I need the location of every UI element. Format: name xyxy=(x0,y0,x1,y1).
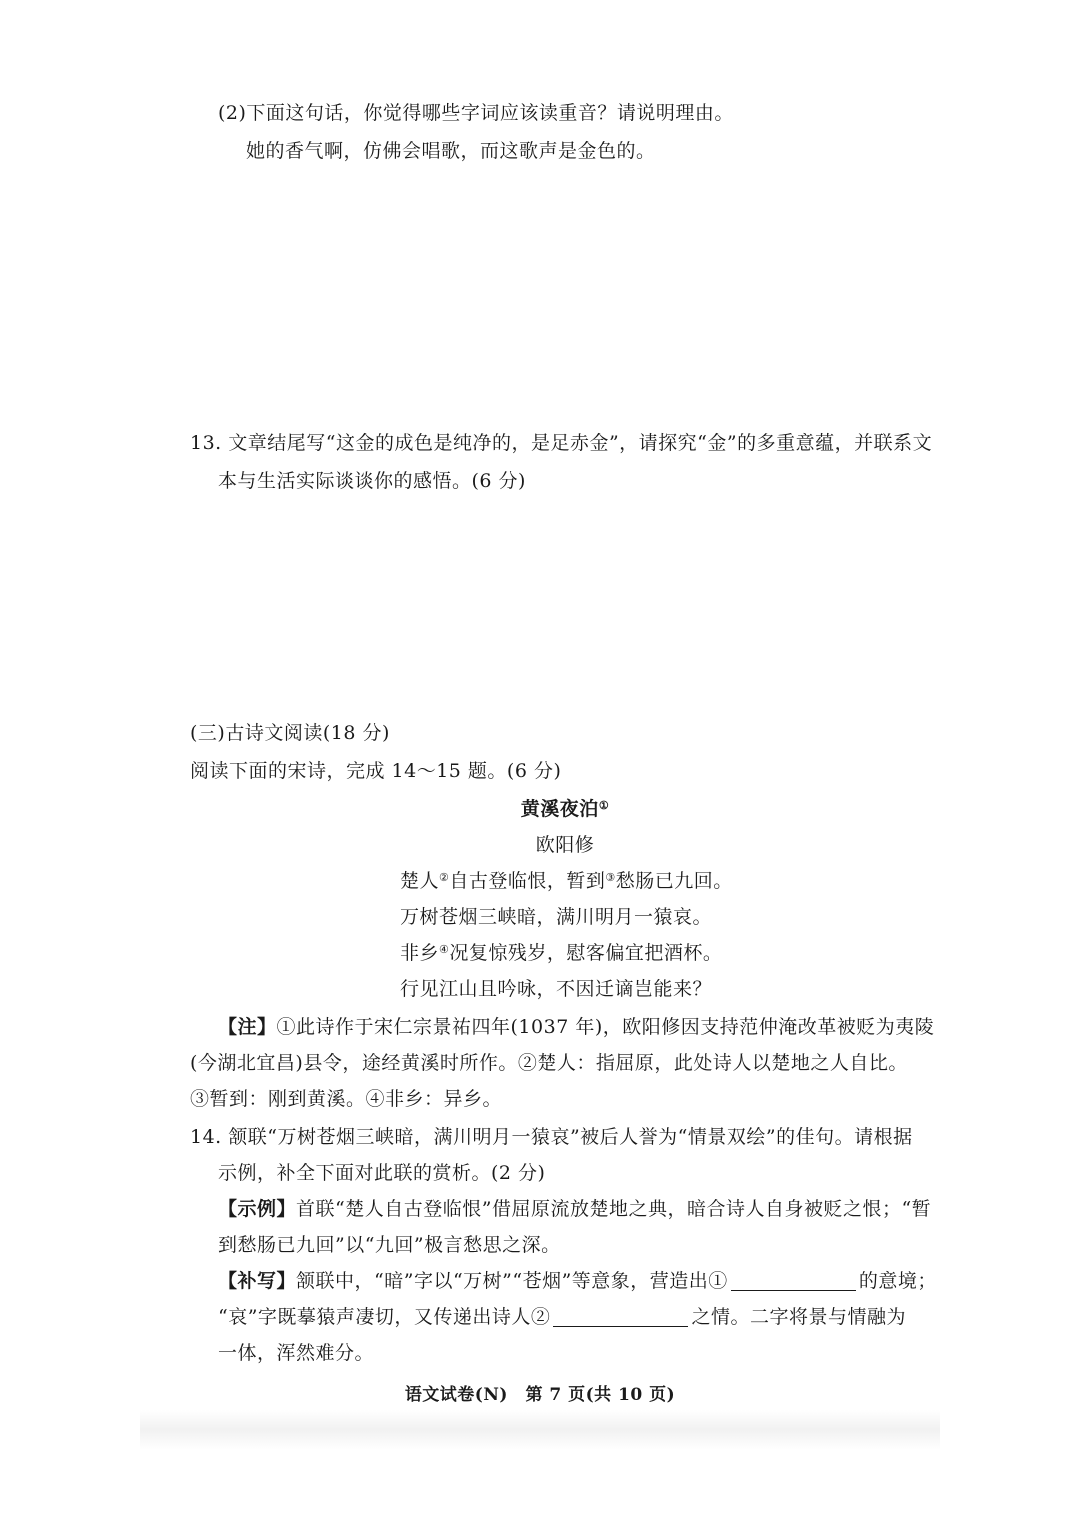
notes-line-2: (今湖北宜昌)县令，途经黄溪时所作。②楚人：指屈原，此处诗人以楚地之人自比。 xyxy=(190,1052,908,1074)
poem-author: 欧阳修 xyxy=(535,834,595,856)
q14-supplement-line3: 一体，浑然难分。 xyxy=(218,1342,375,1364)
notes-line-3: ③暂到：刚到黄溪。④非乡：异乡。 xyxy=(190,1088,503,1110)
poem-line-1-part-c: 愁肠已九回。 xyxy=(615,870,733,892)
supplement-text-b: 的意境； xyxy=(858,1270,937,1292)
q14-line1: 14. 颔联“万树苍烟三峡暗，满川明月一猿哀”被后人誉为“情景双绘”的佳句。请根据 xyxy=(190,1126,913,1148)
poem-line-3 xyxy=(400,940,722,966)
section3-heading: (三)古诗文阅读(18 分) xyxy=(190,722,390,744)
q13-line1: 13. 文章结尾写“这金的成色是纯净的，是足赤金”，请探究“金”的多重意蕴，并联系文 xyxy=(190,432,933,454)
supplement-text-d: 之情。二字将景与情融为 xyxy=(691,1306,906,1328)
notes-line-1 xyxy=(218,1014,934,1040)
poem-title xyxy=(0,796,1080,822)
q14-example-line1 xyxy=(218,1196,931,1222)
poem-note-mark-2: ② xyxy=(439,871,450,884)
poem-line-1-part-a: 楚人 xyxy=(400,870,440,892)
scan-shadow xyxy=(140,1410,940,1450)
example-label: 【示例】 xyxy=(218,1198,297,1220)
poem-title-text: 黄溪夜泊 xyxy=(520,798,599,820)
answer-blank-2[interactable] xyxy=(553,1306,688,1327)
notes-line-1-text: ①此诗作于宋仁宗景祐四年(1037 年)，欧阳修因支持范仲淹改革被贬为夷陵 xyxy=(276,1016,935,1038)
answer-blank-1[interactable] xyxy=(731,1270,856,1291)
page-footer: 语文试卷(N) 第 7 页(共 10 页) xyxy=(404,1385,676,1405)
example-text-1: 首联“楚人自古登临恨”借屈原流放楚地之典，暗合诗人自身被贬之恨；“暂 xyxy=(296,1198,932,1220)
poem-line-2: 万树苍烟三峡暗，满川明月一猿哀。 xyxy=(400,906,713,928)
poem-title-note-mark: ① xyxy=(598,799,610,812)
poem-line-3-part-b: 况复惊残岁，慰客偏宜把酒杯。 xyxy=(449,942,723,964)
q14-supplement-line1 xyxy=(218,1268,937,1294)
poem-line-1 xyxy=(400,868,733,894)
poem-note-mark-3: ③ xyxy=(605,871,616,884)
poem-line-3-part-a: 非乡 xyxy=(400,942,440,964)
q12-part2-sentence: 她的香气啊，仿佛会唱歌，而这歌声是金色的。 xyxy=(246,140,656,162)
q14-line2: 示例，补全下面对此联的赏析。(2 分) xyxy=(218,1162,546,1184)
q12-part2-prompt: (2)下面这句话，你觉得哪些字词应该读重音？请说明理由。 xyxy=(218,102,734,124)
q14-example-line2: 到愁肠已九回”以“九回”极言愁思之深。 xyxy=(218,1234,561,1256)
q13-line2: 本与生活实际谈谈你的感悟。(6 分) xyxy=(218,470,526,492)
section3-instruction: 阅读下面的宋诗，完成 14～15 题。(6 分) xyxy=(190,760,562,782)
supplement-text-c: “哀”字既摹猿声凄切，又传递出诗人② xyxy=(218,1306,551,1328)
poem-note-mark-4: ④ xyxy=(439,943,450,956)
supplement-label: 【补写】 xyxy=(218,1270,297,1292)
poem-line-4: 行见江山且吟咏，不因迁谪岂能来？ xyxy=(400,978,713,1000)
notes-label: 【注】 xyxy=(218,1016,277,1038)
poem-line-1-part-b: 自古登临恨，暂到 xyxy=(449,870,606,892)
supplement-text-a: 颔联中，“暗”字以“万树”“苍烟”等意象，营造出① xyxy=(296,1270,728,1292)
q14-supplement-line2 xyxy=(218,1304,906,1330)
